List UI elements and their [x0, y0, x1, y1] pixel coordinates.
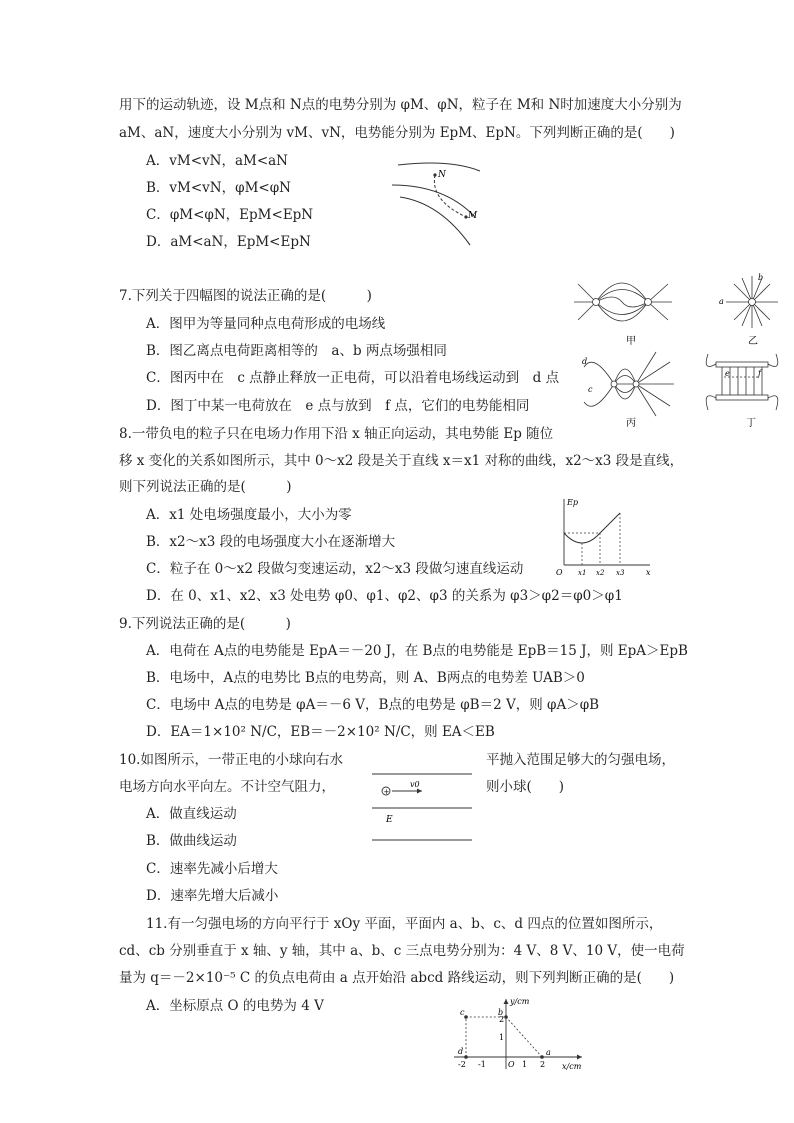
q9-option-d: D．EA＝1×10² N/C，EB＝－2×10² N/C，则 EA＜EB: [146, 724, 495, 740]
q8-ep-curve: [564, 513, 620, 543]
q8-option-d: D．在 0、x1、x2、x3 处电势 φ0、φ1、φ2、φ3 的关系为 φ3＞φ2＝φ0＞φ1: [146, 588, 623, 604]
q8-option-a: A．x1 处电场强度最小，大小为零: [146, 507, 352, 523]
q7-option-c: C．图丙中在 c 点静止释放一正电荷，可以沿着电场线运动到 d 点: [146, 370, 560, 386]
q10-charge-sign: +: [383, 788, 390, 796]
q8-stem-line1: 8.一带负电的粒子只在电场力作用下沿 x 轴正向运动，其电势能 Ep 随位: [119, 426, 554, 442]
q10-stem-left2: 电场方向水平向左。不计空气阻力，: [119, 779, 335, 795]
q11-stem-line3: 量为 q＝－2×10⁻⁵ C 的负点电荷由 a 点开始沿 abcd 路线运动，则下列判断正确的是( ): [119, 970, 675, 986]
q11-stem-line1: 11.有一匀强电场的方向平行于 xOy 平面，平面内 a、b、c、d 四点的位置如图所示，: [146, 916, 663, 932]
q6-stem-line2: aM、aN，速度大小分别为 vM、vN，电势能分别为 EpM、EpN。下列判断正确的是( ): [119, 125, 675, 141]
q10-option-c: C．速率先减小后增大: [146, 861, 278, 877]
q6-label-m: M: [468, 211, 478, 221]
q10-option-a: A．做直线运动: [146, 806, 237, 822]
q11-x-tick-2: 2: [540, 1060, 546, 1069]
q7-caption-bing: 丙: [626, 418, 636, 429]
q11-coordinate-figure: [450, 995, 590, 1075]
q10-option-d: D．速率先增大后减小: [146, 888, 279, 904]
q6-trajectory-figure: [390, 155, 490, 250]
q8-y-label: Ep: [567, 498, 578, 507]
q8-ep-graph: [554, 495, 654, 577]
q11-point-d: [464, 1055, 468, 1059]
q9-stem: 9.下列说法正确的是( ): [119, 616, 291, 632]
q7-label-b: b: [758, 273, 764, 282]
q7-figure-jia: [574, 283, 672, 321]
q8-stem-line3: 则下列说法正确的是( ): [119, 479, 292, 495]
q11-y-tick-2: 2: [499, 1015, 505, 1024]
q7-label-e: e: [725, 369, 730, 378]
q11-point-c: [464, 1015, 468, 1019]
q11-label-b: b: [498, 1008, 504, 1017]
q7-caption-jia: 甲: [626, 336, 636, 347]
q9-option-c: C．电场中 A点的电势是 φA＝－6 V，B点的电势是 φB＝2 V，则 φA＞φB: [146, 697, 600, 713]
q7-label-d: d: [582, 357, 588, 366]
q6-option-c: C．φM<φN，EpM<EpN: [146, 207, 314, 223]
q10-field-label: E: [386, 815, 393, 825]
q8-tick-x2: x2: [596, 569, 605, 577]
q6-point-n: [433, 173, 436, 176]
q8-origin-label: O: [556, 568, 563, 577]
q10-velocity-label: v0: [410, 780, 420, 789]
q11-y-tick-1: 1: [499, 1033, 505, 1042]
q7-four-figures: [574, 272, 784, 430]
q8-x-label: x: [646, 568, 651, 577]
q7-option-b: B．图乙离点电荷距离相等的 a、b 两点场强相同: [146, 343, 447, 359]
q11-x-tick-1: 1: [522, 1060, 528, 1069]
q11-label-c: c: [460, 1008, 465, 1017]
q11-x-label: x/cm: [562, 1062, 582, 1071]
q11-point-a: [540, 1055, 544, 1059]
q7-option-a: A．图甲为等量同种点电荷形成的电场线: [146, 316, 386, 332]
q10-option-b: B．做曲线运动: [146, 833, 237, 849]
q6-stem-line1: 用下的运动轨迹，设 M点和 N点的电势分别为 φM、φN，粒子在 M和 N时加速度大小分别为: [119, 97, 682, 113]
q7-figure-bing: [584, 352, 674, 416]
q7-label-c: c: [588, 385, 593, 394]
q6-label-n: N: [438, 170, 446, 180]
q11-point-b: [504, 1015, 508, 1019]
q7-figure-yi: [726, 276, 778, 328]
q11-x-tick-m1: -1: [478, 1060, 486, 1069]
q6-option-b: B．vM<vN，φM<φN: [146, 180, 291, 196]
q7-label-a: a: [719, 297, 724, 306]
q8-tick-x1: x1: [578, 569, 587, 577]
q11-x-tick-m2: -2: [458, 1060, 466, 1069]
q8-stem-line2: 移 x 变化的关系如图所示，其中 0～x2 段是关于直线 x＝x1 对称的曲线，x2～x3 段是直线，: [119, 453, 684, 469]
q7-caption-yi: 乙: [748, 336, 758, 347]
q7-label-f: f: [758, 369, 761, 378]
q7-figure-ding: [706, 354, 778, 410]
q10-stem-left1: 10.如图所示，一带正电的小球向右水: [119, 752, 343, 768]
q6-option-d: D．aM<aN，EpM<EpN: [146, 234, 311, 250]
q8-option-b: B．x2～x3 段的电场强度大小在逐渐增大: [146, 534, 396, 550]
q6-field-line-2: [392, 185, 475, 217]
q9-option-b: B．电场中，A点的电势比 B点的电势高，则 A、B两点的电势差 UAB＞0: [146, 670, 585, 686]
q7-option-d: D．图丁中某一电荷放在 e 点与放到 f 点，它们的电势能相同: [146, 398, 530, 414]
q8-option-c: C．粒子在 0～x2 段做匀变速运动，x2～x3 段做匀速直线运动: [146, 561, 524, 577]
q11-y-label: y/cm: [510, 997, 530, 1006]
q7-caption-ding: 丁: [746, 418, 756, 429]
q11-label-d: d: [458, 1047, 464, 1056]
q7-stem: 7.下列关于四幅图的说法正确的是( ): [119, 288, 372, 304]
q11-origin-label: O: [508, 1060, 515, 1069]
q10-stem-right2: 则小球( ): [486, 779, 565, 795]
q11-label-a: a: [546, 1048, 551, 1057]
q6-trajectory: [434, 175, 466, 217]
q11-stem-line2: cd、cb 分别垂直于 x 轴、y 轴，其中 a、b、c 三点电势分别为：4 V、8 V、10 V，使一电荷: [119, 943, 685, 959]
q11-option-a: A．坐标原点 O 的电势为 4 V: [146, 998, 324, 1014]
q6-option-a: A．vM<vN，aM<aN: [146, 153, 288, 169]
q9-option-a: A．电荷在 A点的电势能是 EpA＝－20 J，在 B点的电势能是 EpB＝15 J，则 EpA＞EpB: [146, 643, 688, 659]
q8-tick-x3: x3: [616, 569, 625, 577]
q10-stem-right1: 平抛入范围足够大的匀强电场，: [486, 752, 675, 768]
q10-field-figure: [370, 768, 474, 844]
